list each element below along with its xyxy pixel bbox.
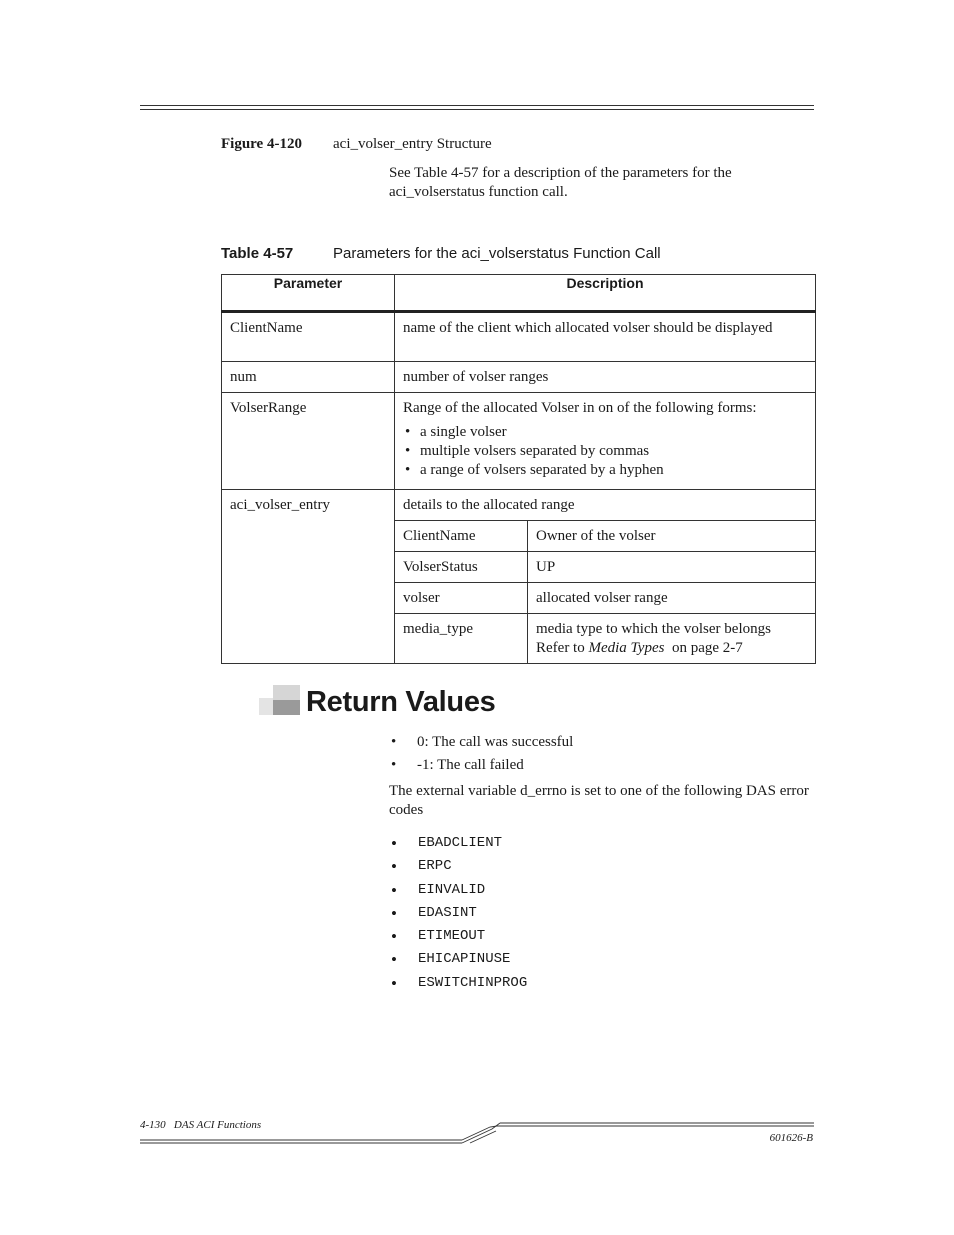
figure-caption	[221, 136, 492, 153]
list-item: • a single volser	[403, 423, 807, 442]
footer-left	[140, 1119, 261, 1131]
error-code: ESWITCHINPROG	[418, 974, 528, 991]
desc-cell	[395, 490, 816, 664]
table-header-row	[222, 275, 816, 312]
list-item: • a range of volsers separated by a hyphen	[403, 461, 807, 480]
desc-cell	[395, 362, 816, 393]
ref-suffix: on page 2-7	[664, 640, 743, 656]
field-value: media type to which the volser belongs	[536, 621, 771, 637]
param-name: ClientName	[230, 320, 303, 336]
field-cell	[395, 583, 528, 614]
value-cell	[528, 583, 816, 614]
list-item	[389, 754, 573, 777]
value-cell	[528, 552, 816, 583]
section-heading: Return Values	[306, 686, 496, 718]
error-code: EHICAPINUSE	[418, 951, 511, 968]
error-code: EBADCLIENT	[418, 835, 503, 851]
bullet: •	[391, 857, 397, 877]
table-label: Table 4-57	[221, 245, 294, 262]
list-item	[389, 902, 527, 925]
error-codes-intro: The external variable d_errno is set to one of the following DAS error codes	[389, 783, 809, 818]
list-item	[389, 948, 527, 971]
table-row	[222, 490, 816, 664]
table-row	[222, 362, 816, 393]
subtable-row	[395, 552, 815, 583]
bullet: •	[391, 927, 397, 947]
field-name: media_type	[403, 621, 473, 637]
list-item	[389, 972, 527, 995]
param-description: Range of the allocated Volser in on of the following forms:	[403, 400, 757, 416]
bullet: •	[391, 903, 397, 923]
volser-forms-list	[403, 423, 807, 480]
bullet: •	[391, 973, 397, 993]
error-code: EINVALID	[418, 881, 486, 898]
footer-section: DAS ACI Functions	[173, 1119, 262, 1131]
field-cell	[395, 552, 528, 583]
return-values-list	[389, 731, 573, 777]
field-name: volser	[403, 590, 440, 606]
figure-title: aci_volser_entry Structure	[333, 136, 492, 152]
field-cell	[395, 614, 528, 664]
error-code: ERPC	[418, 858, 452, 875]
list-item	[389, 855, 527, 878]
entry-subtable	[395, 520, 815, 663]
header-rule-top	[140, 105, 814, 106]
error-code: ETIMEOUT	[418, 928, 486, 945]
field-cell	[395, 521, 528, 552]
list-item	[389, 925, 527, 948]
document-number: 601626-B	[769, 1132, 813, 1144]
table-caption	[221, 245, 661, 262]
list-item	[389, 731, 573, 754]
subtable-row	[395, 521, 815, 552]
table-row	[222, 393, 816, 490]
subtable-row	[395, 614, 815, 664]
table-row	[222, 312, 816, 362]
param-cell	[222, 362, 395, 393]
subtable-row	[395, 583, 815, 614]
list-item: • multiple volsers separated by commas	[403, 442, 807, 461]
param-name: VolserRange	[230, 400, 307, 416]
ref-prefix: Refer to	[536, 640, 589, 656]
value-cell	[528, 521, 816, 552]
bullet: •	[391, 950, 397, 970]
field-name: VolserStatus	[403, 559, 478, 575]
cross-reference	[536, 639, 807, 658]
param-description: name of the client which allocated volser should be displayed	[403, 320, 773, 336]
parameters-table	[221, 274, 815, 664]
page-number: 4-130	[140, 1119, 166, 1131]
field-value: Owner of the volser	[536, 528, 656, 544]
bullet: •	[391, 734, 397, 750]
param-description: number of volser ranges	[403, 369, 549, 385]
figure-label: Figure 4-120	[221, 136, 302, 152]
field-value: UP	[536, 559, 556, 575]
header-description: Description	[395, 275, 816, 312]
ref-title-link[interactable]: Media Types	[588, 640, 665, 656]
param-name: num	[230, 369, 257, 385]
error-codes-list	[389, 832, 527, 995]
desc-cell	[395, 393, 816, 490]
intro-paragraph: See Table 4-57 for a description of the parameters for the aci_volserstatus function call.	[389, 165, 732, 200]
header-parameter: Parameter	[222, 275, 395, 312]
param-cell	[222, 490, 395, 664]
section-marker-icon	[259, 685, 300, 715]
field-name: ClientName	[403, 528, 476, 544]
error-code: EDASINT	[418, 904, 477, 921]
header-rule-bottom	[140, 109, 814, 110]
param-cell	[222, 393, 395, 490]
bullet: •	[391, 834, 397, 853]
value-cell	[528, 614, 816, 664]
table-title: Parameters for the aci_volserstatus Function Call	[333, 245, 661, 262]
desc-cell	[395, 312, 816, 362]
param-cell	[222, 312, 395, 362]
param-description: details to the allocated range	[403, 497, 575, 513]
bullet: •	[391, 880, 397, 900]
return-value-text: -1: The call failed	[417, 757, 524, 773]
list-item	[389, 879, 527, 902]
bullet: •	[391, 757, 397, 773]
param-name: aci_volser_entry	[230, 497, 330, 513]
field-value: allocated volser range	[536, 590, 668, 606]
list-item	[389, 832, 527, 855]
return-value-text: 0: The call was successful	[417, 734, 574, 750]
